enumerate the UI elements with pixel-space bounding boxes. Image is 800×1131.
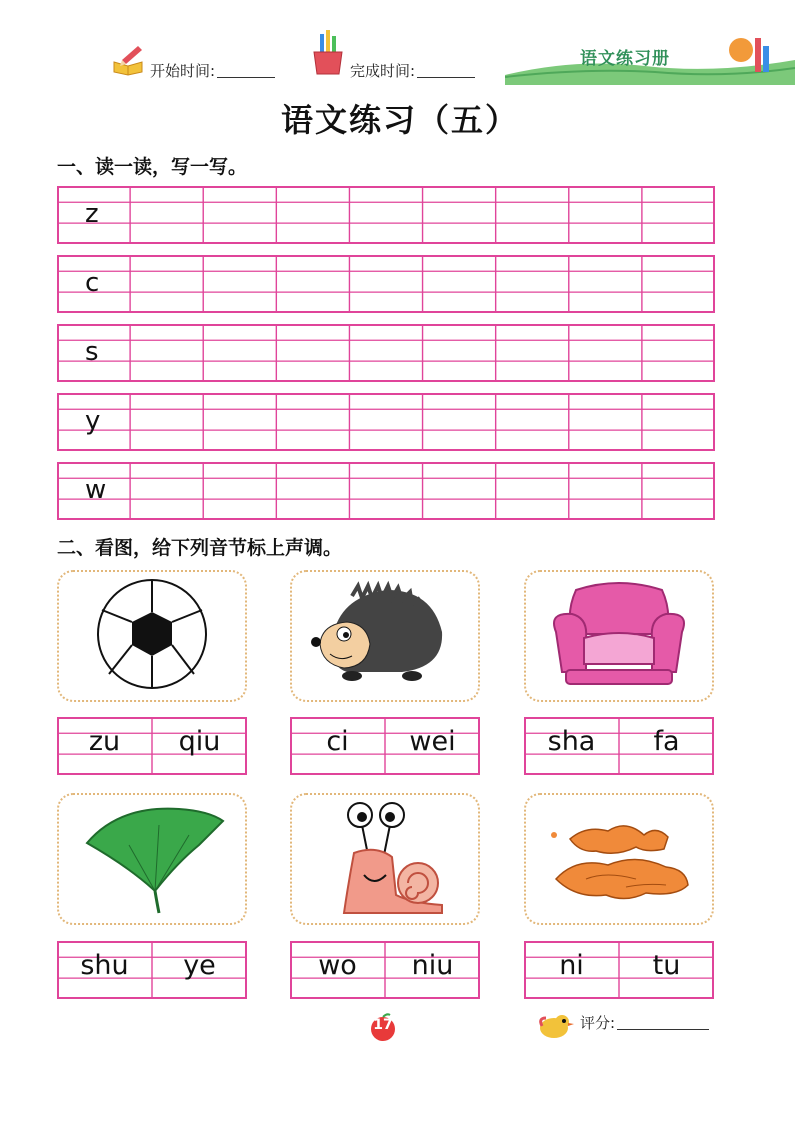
pinyin-box-nitu <box>524 941 714 999</box>
sofa-icon <box>526 572 712 700</box>
pencil-book-icon <box>112 42 146 76</box>
soccer-ball-icon <box>59 572 245 700</box>
syllable-shu[interactable]: shu <box>80 950 129 981</box>
score-field <box>580 1012 709 1033</box>
pinyin-box-ciwei <box>290 717 480 775</box>
writing-row-letter: c <box>85 268 100 298</box>
bird-icon <box>536 1008 576 1040</box>
writing-row-letter: w <box>85 475 107 505</box>
syllable-ye[interactable]: ye <box>183 950 216 981</box>
writing-row-letter: y <box>85 406 101 436</box>
syllable-zu[interactable]: zu <box>88 726 121 757</box>
score-label: 评分: <box>580 1014 616 1032</box>
page-number-badge <box>368 1012 398 1042</box>
writing-row-y[interactable] <box>57 393 715 451</box>
syllable-qiu[interactable]: qiu <box>178 726 221 757</box>
syllable-tu[interactable]: tu <box>652 950 681 981</box>
writing-row-z[interactable] <box>57 186 715 244</box>
writing-row-w[interactable] <box>57 462 715 520</box>
pinyin-box-woniu <box>290 941 480 999</box>
picture-card-hedgehog <box>290 570 480 702</box>
finish-time-field <box>350 60 475 81</box>
picture-card-sofa <box>524 570 714 702</box>
mud-puddle-icon <box>526 795 712 923</box>
hedgehog-icon <box>292 572 478 700</box>
syllable-niu[interactable]: niu <box>411 950 454 981</box>
writing-row-s[interactable] <box>57 324 715 382</box>
writing-row-letter: z <box>85 199 99 229</box>
syllable-ci[interactable]: ci <box>326 726 349 757</box>
page-title: 语文练习（五） <box>280 101 519 139</box>
start-time-label: 开始时间: <box>150 62 216 80</box>
writing-row-c[interactable] <box>57 255 715 313</box>
syllable-fa[interactable]: fa <box>653 726 680 757</box>
picture-card-soccer-ball <box>57 570 247 702</box>
start-time-blank[interactable] <box>217 63 275 78</box>
syllable-wo[interactable]: wo <box>318 950 357 981</box>
section2-heading: 二、看图，给下列音节标上声调。 <box>57 537 343 559</box>
picture-card-mud <box>524 793 714 925</box>
brand-title: 语文练习册 <box>580 49 670 69</box>
start-time-field <box>150 60 275 81</box>
syllable-sha[interactable]: sha <box>547 726 596 757</box>
pinyin-box-shafa <box>524 717 714 775</box>
brand-banner <box>505 30 795 85</box>
section1-heading: 一、读一读，写一写。 <box>57 156 248 178</box>
finish-time-label: 完成时间: <box>350 62 416 80</box>
pinyin-box-shuye <box>57 941 247 999</box>
pinyin-box-zuqiu <box>57 717 247 775</box>
picture-card-ginkgo-leaf <box>57 793 247 925</box>
page-number: 17 <box>373 1017 393 1033</box>
pencil-cup-icon <box>310 30 346 76</box>
writing-row-letter: s <box>85 337 99 367</box>
syllable-wei[interactable]: wei <box>409 726 456 757</box>
snail-icon <box>292 795 478 923</box>
ginkgo-leaf-icon <box>59 795 245 923</box>
score-blank[interactable] <box>617 1015 709 1030</box>
finish-time-blank[interactable] <box>417 63 475 78</box>
picture-card-snail <box>290 793 480 925</box>
syllable-ni[interactable]: ni <box>559 950 584 981</box>
